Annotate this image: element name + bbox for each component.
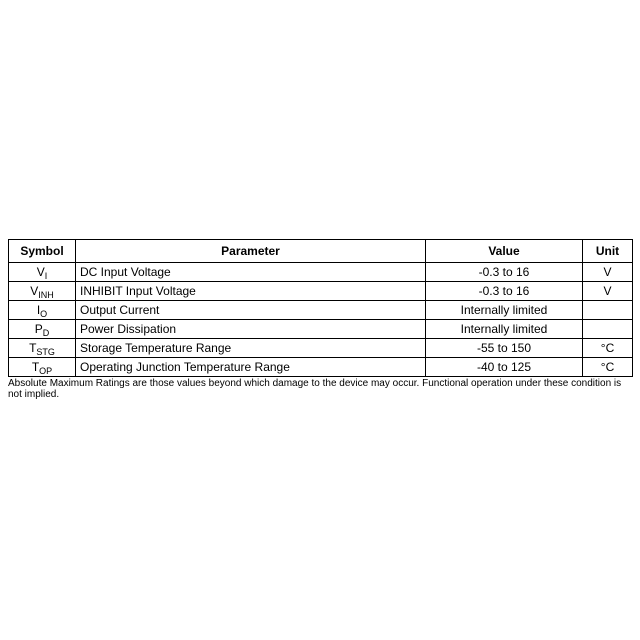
value-cell: Internally limited: [426, 301, 583, 320]
absolute-maximum-ratings: [8, 239, 632, 400]
value-cell: -40 to 125: [426, 358, 583, 377]
header-symbol: Symbol: [9, 240, 76, 263]
parameter-cell: Operating Junction Temperature Range: [76, 358, 426, 377]
value-cell: -0.3 to 16: [426, 263, 583, 282]
parameter-cell: INHIBIT Input Voltage: [76, 282, 426, 301]
symbol-cell: $T_{OP}$: [9, 358, 76, 377]
unit-cell: V: [583, 263, 633, 282]
value-cell: Internally limited: [426, 320, 583, 339]
unit-cell: V: [583, 282, 633, 301]
unit-cell: [583, 301, 633, 320]
ratings-table: [8, 239, 633, 377]
symbol-cell: $T_{STG}$: [9, 339, 76, 358]
header-unit: Unit: [583, 240, 633, 263]
header-row: [9, 240, 633, 263]
header-parameter: Parameter: [76, 240, 426, 263]
header-value: Value: [426, 240, 583, 263]
unit-cell: [583, 320, 633, 339]
table-row: [9, 263, 633, 282]
table-row: [9, 282, 633, 301]
symbol-cell: $I_O$: [9, 301, 76, 320]
parameter-cell: Storage Temperature Range: [76, 339, 426, 358]
ratings-footnote: Absolute Maximum Ratings are those values beyond which damage to the device may occur. Functional operation under these condition is not implied.: [8, 378, 622, 400]
symbol-cell: $V_{INH}$: [9, 282, 76, 301]
value-cell: -55 to 150: [426, 339, 583, 358]
parameter-cell: DC Input Voltage: [76, 263, 426, 282]
table-row: [9, 301, 633, 320]
unit-cell: °C: [583, 339, 633, 358]
symbol-cell: $V_I$: [9, 263, 76, 282]
table-row: [9, 339, 633, 358]
symbol-cell: $P_D$: [9, 320, 76, 339]
value-cell: -0.3 to 16: [426, 282, 583, 301]
unit-cell: °C: [583, 358, 633, 377]
table-row: [9, 320, 633, 339]
table-row: [9, 358, 633, 377]
parameter-cell: Power Dissipation: [76, 320, 426, 339]
parameter-cell: Output Current: [76, 301, 426, 320]
